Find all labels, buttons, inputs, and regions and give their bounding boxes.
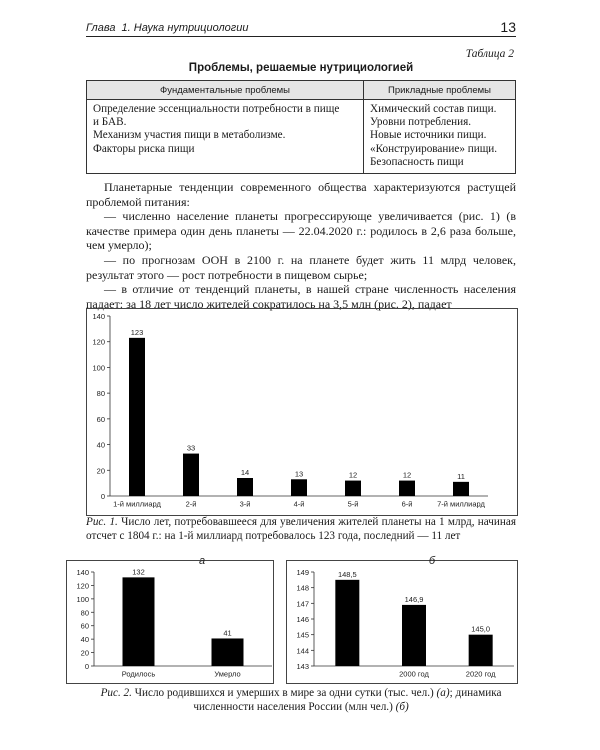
bar-data-label: 123 [130, 327, 144, 337]
bar [402, 605, 426, 666]
paragraph-intro: Планетарные тенденции современного общества характеризуются растущей проблемой питания: [86, 180, 516, 209]
figure-2-caption [86, 687, 516, 714]
bar [291, 479, 307, 496]
bar-data-label: 12 [402, 470, 412, 480]
figure-1-chart [86, 308, 518, 516]
x-tick-label: 4-й [293, 499, 305, 509]
applied-line: Новые источники пищи. [370, 129, 487, 142]
y-tick-label: 120 [76, 581, 89, 591]
bar [123, 577, 155, 666]
y-tick-label: 100 [92, 363, 105, 373]
bar [183, 454, 199, 496]
bar [345, 481, 361, 496]
applied-line: Безопасность пищи [370, 155, 464, 168]
y-tick-label: 147 [296, 599, 309, 609]
y-tick-label: 120 [92, 337, 105, 347]
y-tick-label: 20 [96, 466, 105, 476]
paragraph-un-forecast: — по прогнозам ООН в 2100 г. на планете будет жить 11 млрд человек, результат этого — рост потребности в пищевом сырье; [86, 252, 516, 282]
bar [469, 635, 493, 666]
y-tick-label: 143 [296, 662, 309, 671]
bar-data-label: 11 [457, 471, 465, 481]
y-tick-label: 60 [96, 414, 105, 424]
bar [453, 482, 469, 496]
x-tick-label: Родилось [121, 669, 156, 679]
table-label: Таблица 2 [465, 48, 514, 60]
figure-2b-chart [286, 552, 520, 684]
bar [237, 478, 253, 496]
paragraph-population-growth: — численно население планеты прогрессирующе увеличивается (рис. 1) (в качестве примера один день планеты — 22.04.2020 г.: родилось в 2,6 раза больше, чем умерло); [86, 209, 516, 253]
fundamental-line: и БАВ. [93, 116, 127, 129]
bar-data-label: 145,0 [471, 624, 491, 634]
bar-data-label: 13 [294, 469, 304, 479]
table-title: Проблемы, решаемые нутрициологией [188, 62, 414, 74]
y-tick-label: 100 [76, 594, 89, 604]
applied-line: «Конструирование» пищи. [370, 142, 498, 155]
x-tick-label: 5-й [347, 499, 359, 509]
running-header [86, 20, 516, 36]
bar-data-label: 41 [223, 628, 232, 638]
bar-data-label: 146,9 [404, 594, 424, 604]
x-tick-label: 7-й миллиард [437, 499, 485, 509]
bar-data-label: 12 [348, 470, 358, 480]
figure-2-panel-a-ref: (а) [436, 687, 450, 699]
y-tick-label: 20 [80, 648, 89, 658]
bar-data-label: 14 [240, 468, 250, 477]
fundamental-line: Факторы риска пищи [93, 142, 195, 155]
y-tick-label: 149 [296, 568, 309, 577]
bar-data-label: 33 [186, 443, 196, 453]
fundamental-line: Механизм участия пищи в метаболизме. [93, 129, 286, 142]
body-text [86, 180, 516, 311]
fundamental-line: Определение эссенциальности потребности в пище [93, 103, 340, 115]
y-tick-label: 144 [296, 646, 309, 656]
y-tick-label: 140 [92, 312, 105, 321]
bar [335, 580, 359, 666]
bar-data-label: 148,5 [337, 569, 357, 579]
y-tick-label: 40 [96, 440, 105, 450]
figure-2a-chart [66, 552, 276, 684]
x-tick-label: 6-й [401, 499, 413, 509]
y-tick-label: 145 [296, 630, 309, 640]
applied-line: Химический состав пищи. [370, 103, 497, 115]
bar [129, 338, 145, 496]
bar [212, 638, 244, 666]
x-tick-label: 2020 год [465, 669, 496, 679]
x-tick-label: 3-й [239, 499, 251, 509]
y-tick-label: 140 [76, 568, 89, 577]
table-header-applied: Прикладные проблемы [364, 81, 516, 100]
fundamental-cell [87, 100, 364, 174]
problems-table [86, 80, 516, 174]
figure-2-label: Рис. 2. [100, 687, 132, 699]
x-tick-label: 2-й [185, 499, 197, 509]
chapter-title: Глава 1. Наука нутрициологии [86, 22, 249, 34]
applied-cell [364, 100, 516, 174]
panel-label: б [428, 555, 436, 567]
y-tick-label: 0 [84, 662, 89, 671]
y-tick-label: 80 [96, 389, 105, 399]
y-tick-label: 60 [80, 621, 89, 631]
bar-data-label: 132 [132, 567, 145, 577]
x-tick-label: 2000 год [399, 669, 429, 679]
figure-2-panel-b-ref: (б) [395, 700, 409, 713]
y-tick-label: 148 [296, 583, 309, 593]
y-tick-label: 146 [296, 615, 309, 624]
y-tick-label: 0 [100, 492, 105, 501]
x-tick-label: Умерло [214, 669, 241, 679]
applied-line: Уровни потребления. [370, 116, 472, 129]
header-rule [86, 36, 516, 37]
y-tick-label: 80 [80, 608, 89, 618]
paragraph-russia-decline: — в отличие от тенденций планеты, в нашей стране численность населения падает: за 18 лет число жителей сократилось на 3,5 млн (рис. 2), падает [86, 282, 516, 311]
figure-1-label: Рис. 1. [86, 516, 118, 528]
bar [399, 481, 415, 496]
figure-1-caption-text: Число лет, потребовавшееся для увеличения жителей планеты на 1 млрд, начиная отсчет с 1804 г.: на 1-й миллиард потребовалось 123 года, последний — 11 лет [86, 516, 516, 542]
figure-2-caption-text-b: ; динамика численности населения России (млн чел.) [193, 687, 502, 713]
figure-2-caption-text-a: Число родившихся и умерших в мире за одни сутки (тыс. чел.) [131, 687, 437, 699]
table-header-fundamental: Фундаментальные проблемы [87, 81, 364, 100]
panel-label: а [198, 555, 206, 567]
y-tick-label: 40 [80, 635, 89, 645]
page-number: 13 [500, 19, 516, 35]
x-tick-label: 1-й миллиард [113, 499, 161, 509]
figure-1-caption [86, 516, 516, 543]
